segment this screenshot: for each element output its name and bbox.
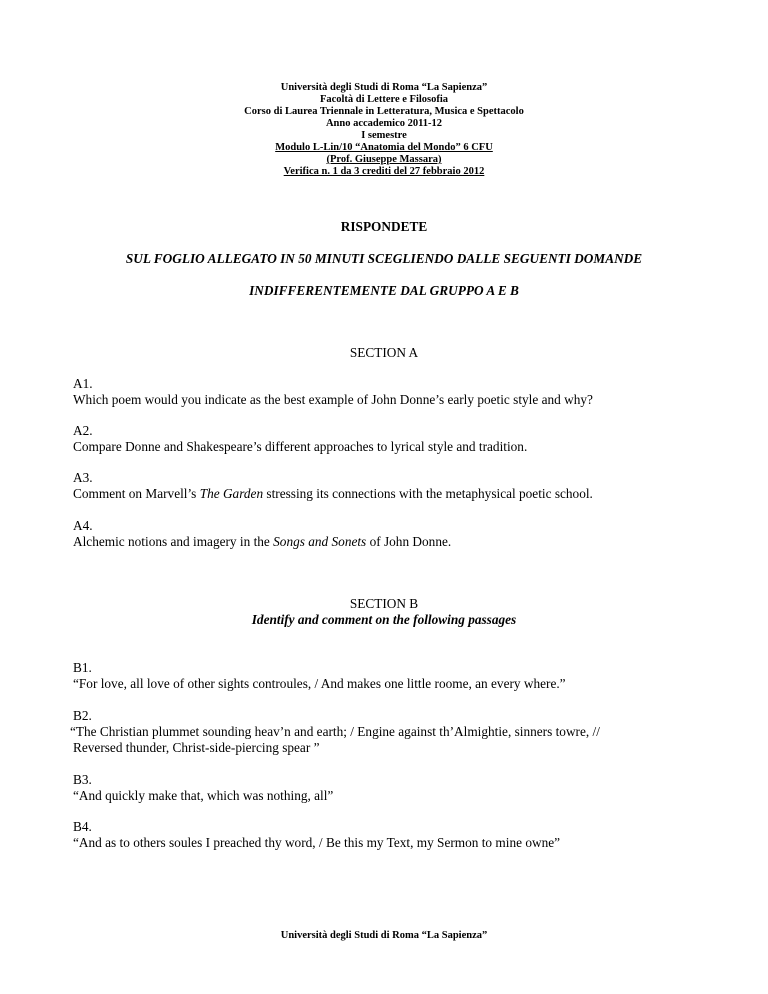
course-heading: Corso di Laurea Triennale in Letteratura, Musica e Spettacolo	[244, 106, 524, 117]
passage-text: “And quickly make that, which was nothing, all”	[73, 788, 334, 803]
question-number: A4.	[73, 518, 93, 533]
passage-number: B4.	[73, 819, 92, 834]
page-footer: Università degli Studi di Roma “La Sapienza”	[280, 930, 488, 941]
passage-text: “For love, all love of other sights controules, / And makes one little roome, an every where.”	[73, 676, 566, 691]
module-title: Modulo L-Lin/10 “Anatomia del Mondo” 6 CFU	[275, 142, 493, 153]
passage-number: B1.	[73, 660, 92, 675]
instructions-title: RISPONDETE	[340, 219, 428, 234]
question-text: Compare Donne and Shakespeare’s different approaches to lyrical style and tradition.	[73, 439, 528, 454]
section-b-subtitle: Identify and comment on the following passages	[251, 612, 517, 627]
question-text: Comment on Marvell’s The Garden stressing its connections with the metaphysical poetic school.	[73, 486, 593, 501]
question-number: A1.	[73, 376, 93, 391]
professor-name: (Prof. Giuseppe Massara)	[326, 154, 442, 165]
passage-text: “The Christian plummet sounding heav’n and earth; / Engine against th’Almightie, sinners towre, //	[70, 724, 600, 739]
faculty-heading: Facoltà di Lettere e Filosofia	[319, 94, 449, 105]
question-number: A2.	[73, 423, 93, 438]
university-heading: Università degli Studi di Roma “La Sapienza”	[280, 82, 488, 93]
passage-text: “And as to others soules I preached thy word, / Be this my Text, my Sermon to mine owne”	[73, 835, 561, 850]
academic-year: Anno accademico 2011-12	[325, 118, 443, 129]
work-title: Songs and Sonets	[273, 534, 367, 549]
section-a-title: SECTION A	[349, 345, 419, 360]
question-text: Alchemic notions and imagery in the Songs and Sonets of John Donne.	[73, 534, 452, 549]
section-b-title: SECTION B	[349, 596, 419, 611]
exam-info: Verifica n. 1 da 3 crediti del 27 febbraio 2012	[283, 166, 485, 177]
instructions-line-1: SUL FOGLIO ALLEGATO IN 50 MINUTI SCEGLIENDO DALLE SEGUENTI DOMANDE	[125, 251, 643, 266]
passage-number: B3.	[73, 772, 92, 787]
work-title: The Garden	[199, 486, 264, 501]
passage-text: Reversed thunder, Christ-side-piercing spear ”	[73, 740, 320, 755]
semester: I semestre	[361, 130, 407, 141]
passage-number: B2.	[73, 708, 92, 723]
instructions-line-2: INDIFFERENTEMENTE DAL GRUPPO A E B	[249, 283, 519, 298]
question-text: Which poem would you indicate as the best example of John Donne’s early poetic style and why?	[73, 392, 593, 407]
question-number: A3.	[73, 470, 93, 485]
